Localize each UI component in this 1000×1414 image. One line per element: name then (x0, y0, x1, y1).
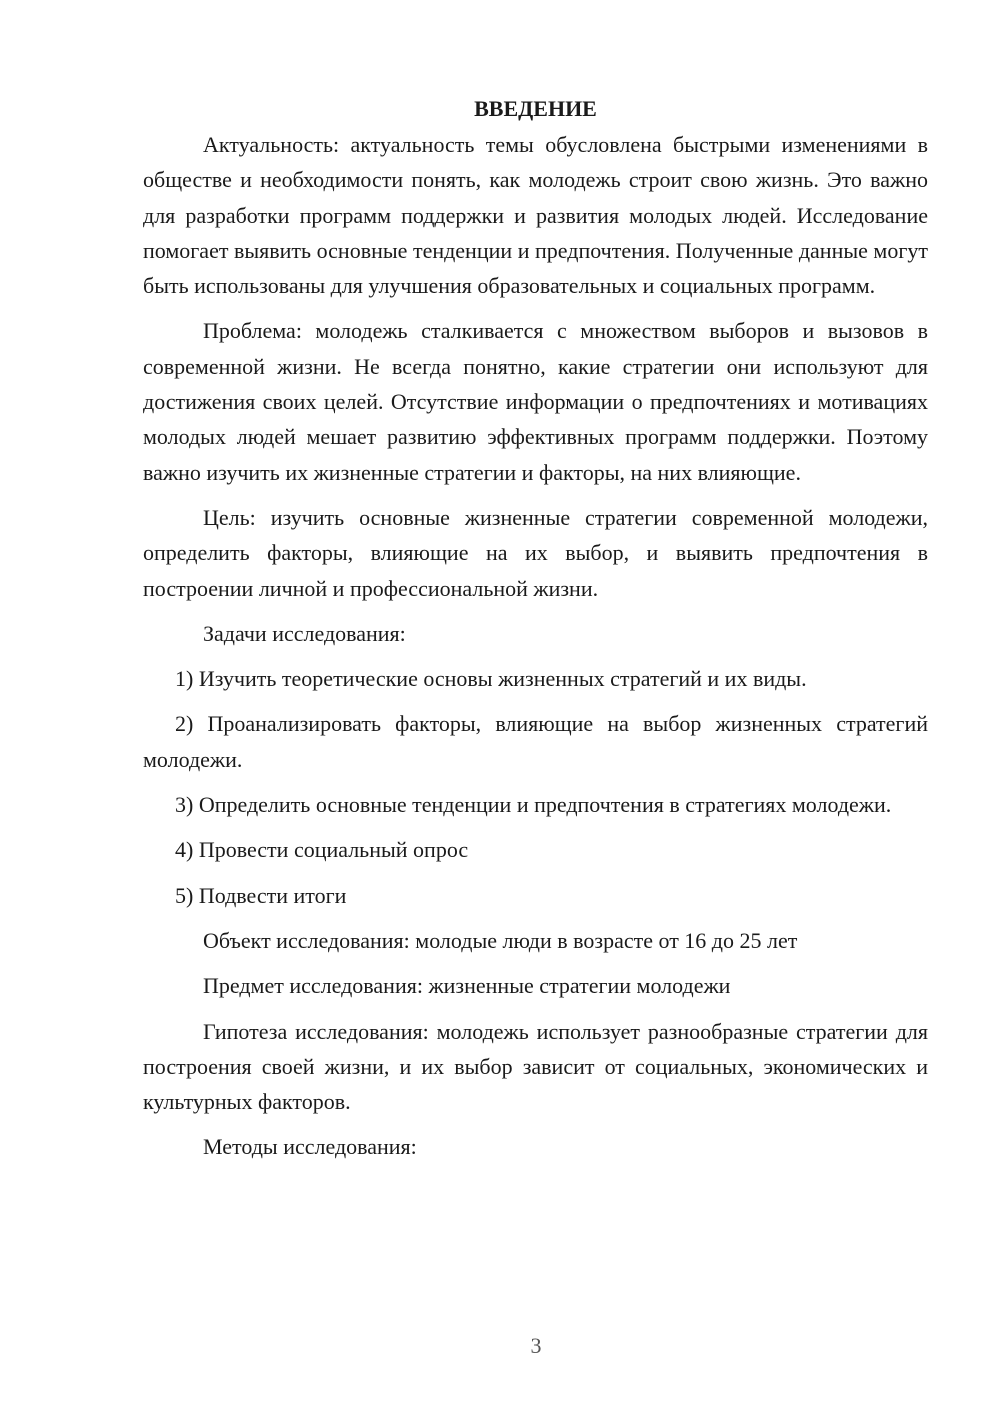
research-methods: Методы исследования: (203, 1134, 417, 1160)
research-object: Объект исследования: молодые люди в возрасте от 16 до 25 лет (203, 927, 798, 953)
tasks-heading: Задачи исследования: (203, 620, 406, 646)
task-item-5: 5) Подвести итоги (175, 882, 347, 908)
task-item-4: 4) Провести социальный опрос (175, 837, 469, 863)
document-page (143, 92, 928, 1175)
paragraph-problem: Проблема: молодежь сталкивается с множеством выборов и вызовов в современной жизни. Не всегда понятно, какие стратегии они используют для достижения своих целей. Отсутствие информации о предпочтениях и мотивациях молодых людей мешает развитию эффективных программ поддержки. Поэтому важно изучить их жизненные стратегии и факторы, на них влияющие. (143, 318, 928, 485)
research-hypothesis: Гипотеза исследования: молодежь использует разнообразные стратегии для построения своей жизни, и их выбор зависит от социальных, экономических и культурных факторов. (143, 1018, 928, 1115)
section-title: ВВЕДЕНИЕ (474, 96, 597, 121)
task-item-3: 3) Определить основные тенденции и предпочтения в стратегиях молодежи. (175, 792, 892, 818)
task-item-1: 1) Изучить теоретические основы жизненных стратегий и их виды. (175, 666, 807, 692)
research-subject: Предмет исследования: жизненные стратегии молодежи (203, 973, 731, 999)
page-number: 3 (530, 1333, 542, 1358)
task-item-2: 2) Проанализировать факторы, влияющие на выбор жизненных стратегий молодежи. (143, 711, 928, 772)
paragraph-relevance: Актуальность: актуальность темы обусловлена быстрыми изменениями в обществе и необходимости понять, как молодежь строит свою жизнь. Это важно для разработки программ поддержки и развития молодых людей. Исследование помогает выявить основные тенденции и предпочтения. Полученные данные могут быть использованы для улучшения образовательных и социальных программ. (143, 132, 928, 299)
paragraph-goal: Цель: изучить основные жизненные стратегии современной молодежи, определить факторы, влияющие на их выбор, и выявить предпочтения в построении личной и профессиональной жизни. (143, 504, 928, 601)
